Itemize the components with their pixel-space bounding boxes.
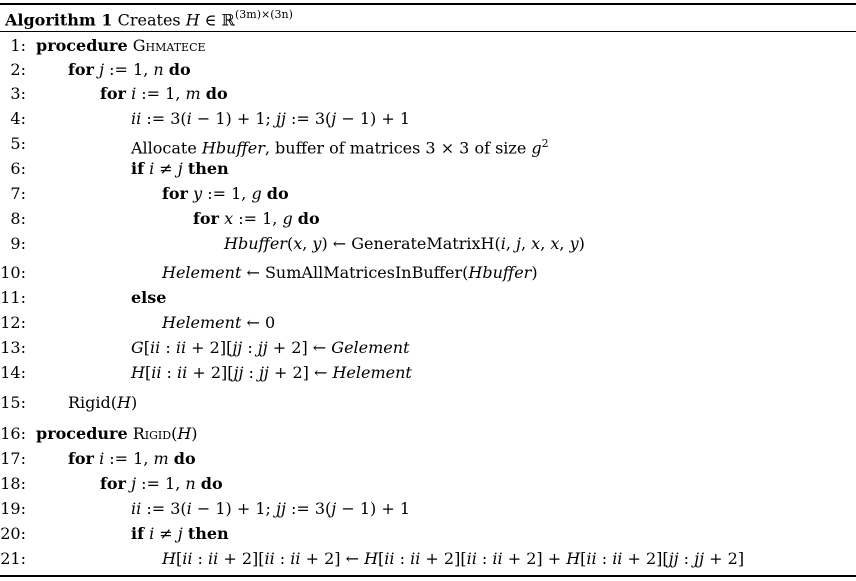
header-rule bbox=[0, 31, 856, 32]
code-text: := 1, bbox=[233, 209, 283, 228]
code-text: : bbox=[274, 549, 291, 568]
math-var: g bbox=[251, 184, 262, 203]
math-var: ii bbox=[177, 363, 188, 382]
math-var: i bbox=[99, 449, 105, 468]
algorithm-line bbox=[0, 58, 856, 82]
math-var: Hbuffer bbox=[224, 234, 287, 253]
algorithm-line bbox=[0, 336, 856, 360]
code-text: , bbox=[505, 234, 517, 253]
keyword: do bbox=[297, 209, 320, 228]
line-code bbox=[68, 391, 137, 415]
math-var: i bbox=[186, 499, 192, 518]
math-var: ii bbox=[586, 549, 597, 568]
line-code bbox=[131, 157, 229, 181]
math-var: y bbox=[312, 234, 322, 253]
line-number: 2: bbox=[10, 60, 26, 79]
code-text: : bbox=[476, 549, 493, 568]
math-var: Hbuffer bbox=[201, 138, 265, 158]
math-var: j bbox=[99, 60, 105, 79]
algorithm-line bbox=[0, 157, 856, 181]
code-text: := 3( bbox=[141, 109, 187, 128]
code-text: : bbox=[242, 338, 258, 357]
math-var: j bbox=[331, 109, 337, 128]
algorithm-line bbox=[0, 82, 856, 106]
algorithm-line bbox=[0, 522, 856, 546]
keyword: do bbox=[266, 184, 289, 203]
code-text: : bbox=[160, 338, 176, 357]
line-code bbox=[131, 286, 166, 310]
code-text: : bbox=[678, 549, 695, 568]
line-number: 21: bbox=[0, 549, 26, 568]
line-number: 8: bbox=[10, 209, 26, 228]
code-text: + 2] ← bbox=[267, 338, 332, 357]
math-var: i bbox=[149, 524, 155, 543]
code-text: + 2][ bbox=[186, 338, 233, 357]
math-var: x bbox=[293, 234, 303, 253]
algorithm-line bbox=[0, 547, 856, 571]
line-code bbox=[224, 232, 585, 256]
math-var: g bbox=[282, 209, 293, 228]
code-text: := 3( bbox=[141, 499, 187, 518]
code-text: 2 bbox=[541, 137, 549, 150]
caption-var: H bbox=[185, 10, 200, 30]
keyword: if bbox=[131, 159, 144, 178]
line-code bbox=[100, 82, 228, 106]
keyword: else bbox=[131, 288, 167, 307]
code-text: , buffer of matrices 3 × 3 of size bbox=[264, 138, 532, 158]
code-text: , bbox=[540, 234, 551, 253]
math-var: jj bbox=[668, 549, 679, 568]
keyword: if bbox=[131, 524, 144, 543]
math-var: j bbox=[331, 499, 337, 518]
keyword: do bbox=[173, 449, 196, 468]
bottom-rule bbox=[0, 575, 856, 577]
line-code bbox=[162, 311, 275, 335]
algorithm-line bbox=[0, 447, 856, 471]
line-code bbox=[162, 261, 538, 285]
line-number: 17: bbox=[0, 449, 26, 468]
code-text: : bbox=[192, 549, 208, 568]
keyword: do bbox=[168, 60, 191, 79]
code-text: := 1, bbox=[104, 449, 154, 468]
code-text: Rigid( bbox=[68, 393, 118, 412]
algorithm-line bbox=[0, 132, 856, 156]
math-var: ii bbox=[182, 549, 193, 568]
code-text: := 1, bbox=[136, 474, 186, 493]
code-text: ≠ bbox=[154, 524, 178, 543]
line-code bbox=[193, 207, 320, 231]
math-var: m bbox=[185, 84, 201, 103]
code-text: ( bbox=[171, 424, 178, 443]
algorithm-line bbox=[0, 34, 856, 58]
line-code bbox=[131, 336, 410, 360]
line-code bbox=[36, 34, 206, 58]
keyword: then bbox=[187, 524, 229, 543]
code-text: ≠ bbox=[154, 159, 178, 178]
line-number: 1: bbox=[10, 36, 26, 55]
algorithm-line bbox=[0, 472, 856, 496]
code-text: Allocate bbox=[131, 138, 202, 158]
code-text: := 1, bbox=[104, 60, 154, 79]
code-text: ← 0 bbox=[241, 313, 276, 332]
math-var: x bbox=[531, 234, 541, 253]
code-text: ) bbox=[578, 234, 585, 253]
code-text: − 1) + 1 bbox=[336, 109, 411, 128]
caption-text: Creates bbox=[117, 10, 186, 30]
code-text: := 1, bbox=[202, 184, 252, 203]
caption-set: ∈ ℝ bbox=[199, 10, 235, 30]
code-text: [ bbox=[378, 549, 385, 568]
line-number: 13: bbox=[0, 338, 26, 357]
math-var: ii bbox=[384, 549, 395, 568]
line-code bbox=[100, 472, 223, 496]
code-text: + 2] bbox=[704, 549, 745, 568]
math-var: ii bbox=[264, 549, 275, 568]
line-number: 3: bbox=[10, 84, 26, 103]
math-var: ii bbox=[150, 338, 161, 357]
code-text: ) bbox=[531, 263, 538, 282]
line-number: 5: bbox=[10, 134, 26, 153]
keyword: procedure bbox=[36, 36, 128, 55]
algorithm-label: Algorithm 1 bbox=[5, 10, 113, 30]
keyword: for bbox=[68, 449, 94, 468]
math-var: x bbox=[550, 234, 560, 253]
line-number: 15: bbox=[0, 393, 26, 412]
line-number: 6: bbox=[10, 159, 26, 178]
code-text: − 1) + 1; bbox=[191, 109, 276, 128]
code-text: := 3( bbox=[285, 109, 332, 128]
keyword: do bbox=[205, 84, 228, 103]
code-text: [ bbox=[143, 338, 151, 357]
algorithm-line bbox=[0, 207, 856, 231]
code-text: , bbox=[302, 234, 313, 253]
math-var: j bbox=[131, 474, 137, 493]
code-text: + 2] ← bbox=[268, 363, 333, 382]
math-var: Helement bbox=[162, 263, 242, 282]
math-var: ii bbox=[466, 549, 477, 568]
line-code bbox=[162, 182, 289, 206]
code-text: ← SumAllMatricesInBuffer( bbox=[241, 263, 469, 282]
code-text: ( bbox=[286, 234, 294, 253]
math-var: y bbox=[569, 234, 579, 253]
math-var: x bbox=[224, 209, 234, 228]
code-text: + 2][ bbox=[622, 549, 669, 568]
algorithm-caption bbox=[5, 5, 293, 31]
math-var: m bbox=[153, 449, 169, 468]
line-code bbox=[36, 422, 198, 446]
math-var: n bbox=[185, 474, 196, 493]
math-var: H bbox=[364, 549, 379, 568]
line-code bbox=[68, 447, 196, 471]
math-var: H bbox=[117, 393, 131, 412]
math-var: y bbox=[193, 184, 203, 203]
math-var: jj bbox=[257, 338, 268, 357]
keyword: for bbox=[100, 474, 126, 493]
math-var: H bbox=[131, 363, 145, 382]
code-text: , bbox=[520, 234, 532, 253]
algorithm-line bbox=[0, 261, 856, 285]
line-code bbox=[131, 522, 229, 546]
math-var: n bbox=[153, 60, 164, 79]
math-var: jj bbox=[275, 109, 286, 128]
algorithm-line bbox=[0, 286, 856, 310]
keyword: then bbox=[187, 159, 229, 178]
algorithm-line bbox=[0, 497, 856, 521]
line-number: 4: bbox=[10, 109, 26, 128]
line-number: 7: bbox=[10, 184, 26, 203]
math-var: ii bbox=[151, 363, 162, 382]
line-number: 14: bbox=[0, 363, 26, 382]
keyword: do bbox=[200, 474, 223, 493]
math-var: ii bbox=[492, 549, 503, 568]
line-number: 19: bbox=[0, 499, 26, 518]
line-code bbox=[68, 58, 191, 82]
algorithm-line bbox=[0, 182, 856, 206]
line-number: 18: bbox=[0, 474, 26, 493]
algorithm-line bbox=[0, 232, 856, 256]
code-text: [ bbox=[175, 549, 183, 568]
keyword: procedure bbox=[36, 424, 128, 443]
line-number: 11: bbox=[0, 288, 26, 307]
keyword: for bbox=[68, 60, 94, 79]
math-var: H bbox=[162, 549, 176, 568]
code-text: ) bbox=[191, 424, 198, 443]
algorithm-line bbox=[0, 107, 856, 131]
code-text: + 2] ← bbox=[300, 549, 365, 568]
keyword: for bbox=[100, 84, 126, 103]
math-var: Gelement bbox=[331, 338, 410, 357]
line-code bbox=[162, 547, 744, 571]
code-text: + 2] + bbox=[502, 549, 567, 568]
line-number: 9: bbox=[10, 234, 26, 253]
math-var: H bbox=[566, 549, 581, 568]
line-code bbox=[131, 361, 412, 385]
code-text: : bbox=[394, 549, 411, 568]
line-number: 12: bbox=[0, 313, 26, 332]
math-var: ii bbox=[410, 549, 421, 568]
math-var: j bbox=[516, 234, 521, 253]
math-var: ii bbox=[208, 549, 219, 568]
code-text: + 2][ bbox=[420, 549, 467, 568]
algorithm-line bbox=[0, 311, 856, 335]
algorithm-line bbox=[0, 391, 856, 415]
math-var: ii bbox=[175, 338, 187, 357]
math-var: g bbox=[531, 138, 542, 158]
math-var: jj bbox=[694, 549, 705, 568]
code-text: ) bbox=[130, 393, 138, 412]
math-var: Helement bbox=[332, 363, 412, 382]
code-text: , bbox=[559, 234, 570, 253]
procedure-name: Ghmatece bbox=[132, 36, 206, 55]
math-var: jj bbox=[258, 363, 269, 382]
code-text: := 3( bbox=[285, 499, 332, 518]
code-text: − 1) + 1 bbox=[336, 499, 411, 518]
code-text: := 1, bbox=[136, 84, 186, 103]
line-code bbox=[131, 497, 410, 521]
line-code bbox=[131, 107, 410, 131]
math-var: Helement bbox=[162, 313, 242, 332]
math-var: i bbox=[500, 234, 506, 253]
code-text: + 2][ bbox=[187, 363, 234, 382]
math-var: jj bbox=[233, 363, 244, 382]
math-var: j bbox=[177, 159, 183, 178]
code-text: [ bbox=[144, 363, 152, 382]
algorithm-line bbox=[0, 361, 856, 385]
math-var: ii bbox=[612, 549, 623, 568]
math-var: H bbox=[177, 424, 192, 443]
math-var: ii bbox=[131, 109, 142, 128]
code-text: : bbox=[596, 549, 613, 568]
keyword: for bbox=[193, 209, 219, 228]
math-var: j bbox=[177, 524, 183, 543]
math-var: jj bbox=[232, 338, 243, 357]
code-text: [ bbox=[580, 549, 587, 568]
line-number: 10: bbox=[0, 263, 26, 282]
code-text: : bbox=[161, 363, 177, 382]
keyword: for bbox=[162, 184, 188, 203]
code-text: ) ← GenerateMatrixH( bbox=[321, 234, 501, 253]
procedure-name: Rigid bbox=[132, 424, 172, 443]
math-var: jj bbox=[275, 499, 286, 518]
caption-sup: (3m)×(3n) bbox=[234, 8, 293, 21]
math-var: i bbox=[131, 84, 137, 103]
math-var: ii bbox=[131, 499, 142, 518]
math-var: ii bbox=[290, 549, 301, 568]
code-text: + 2][ bbox=[218, 549, 265, 568]
code-text: − 1) + 1; bbox=[191, 499, 276, 518]
code-text: : bbox=[243, 363, 259, 382]
line-number: 16: bbox=[0, 424, 26, 443]
line-number: 20: bbox=[0, 524, 26, 543]
math-var: G bbox=[131, 338, 144, 357]
math-var: i bbox=[186, 109, 192, 128]
math-var: i bbox=[149, 159, 155, 178]
math-var: Hbuffer bbox=[468, 263, 532, 282]
algorithm-line bbox=[0, 422, 856, 446]
